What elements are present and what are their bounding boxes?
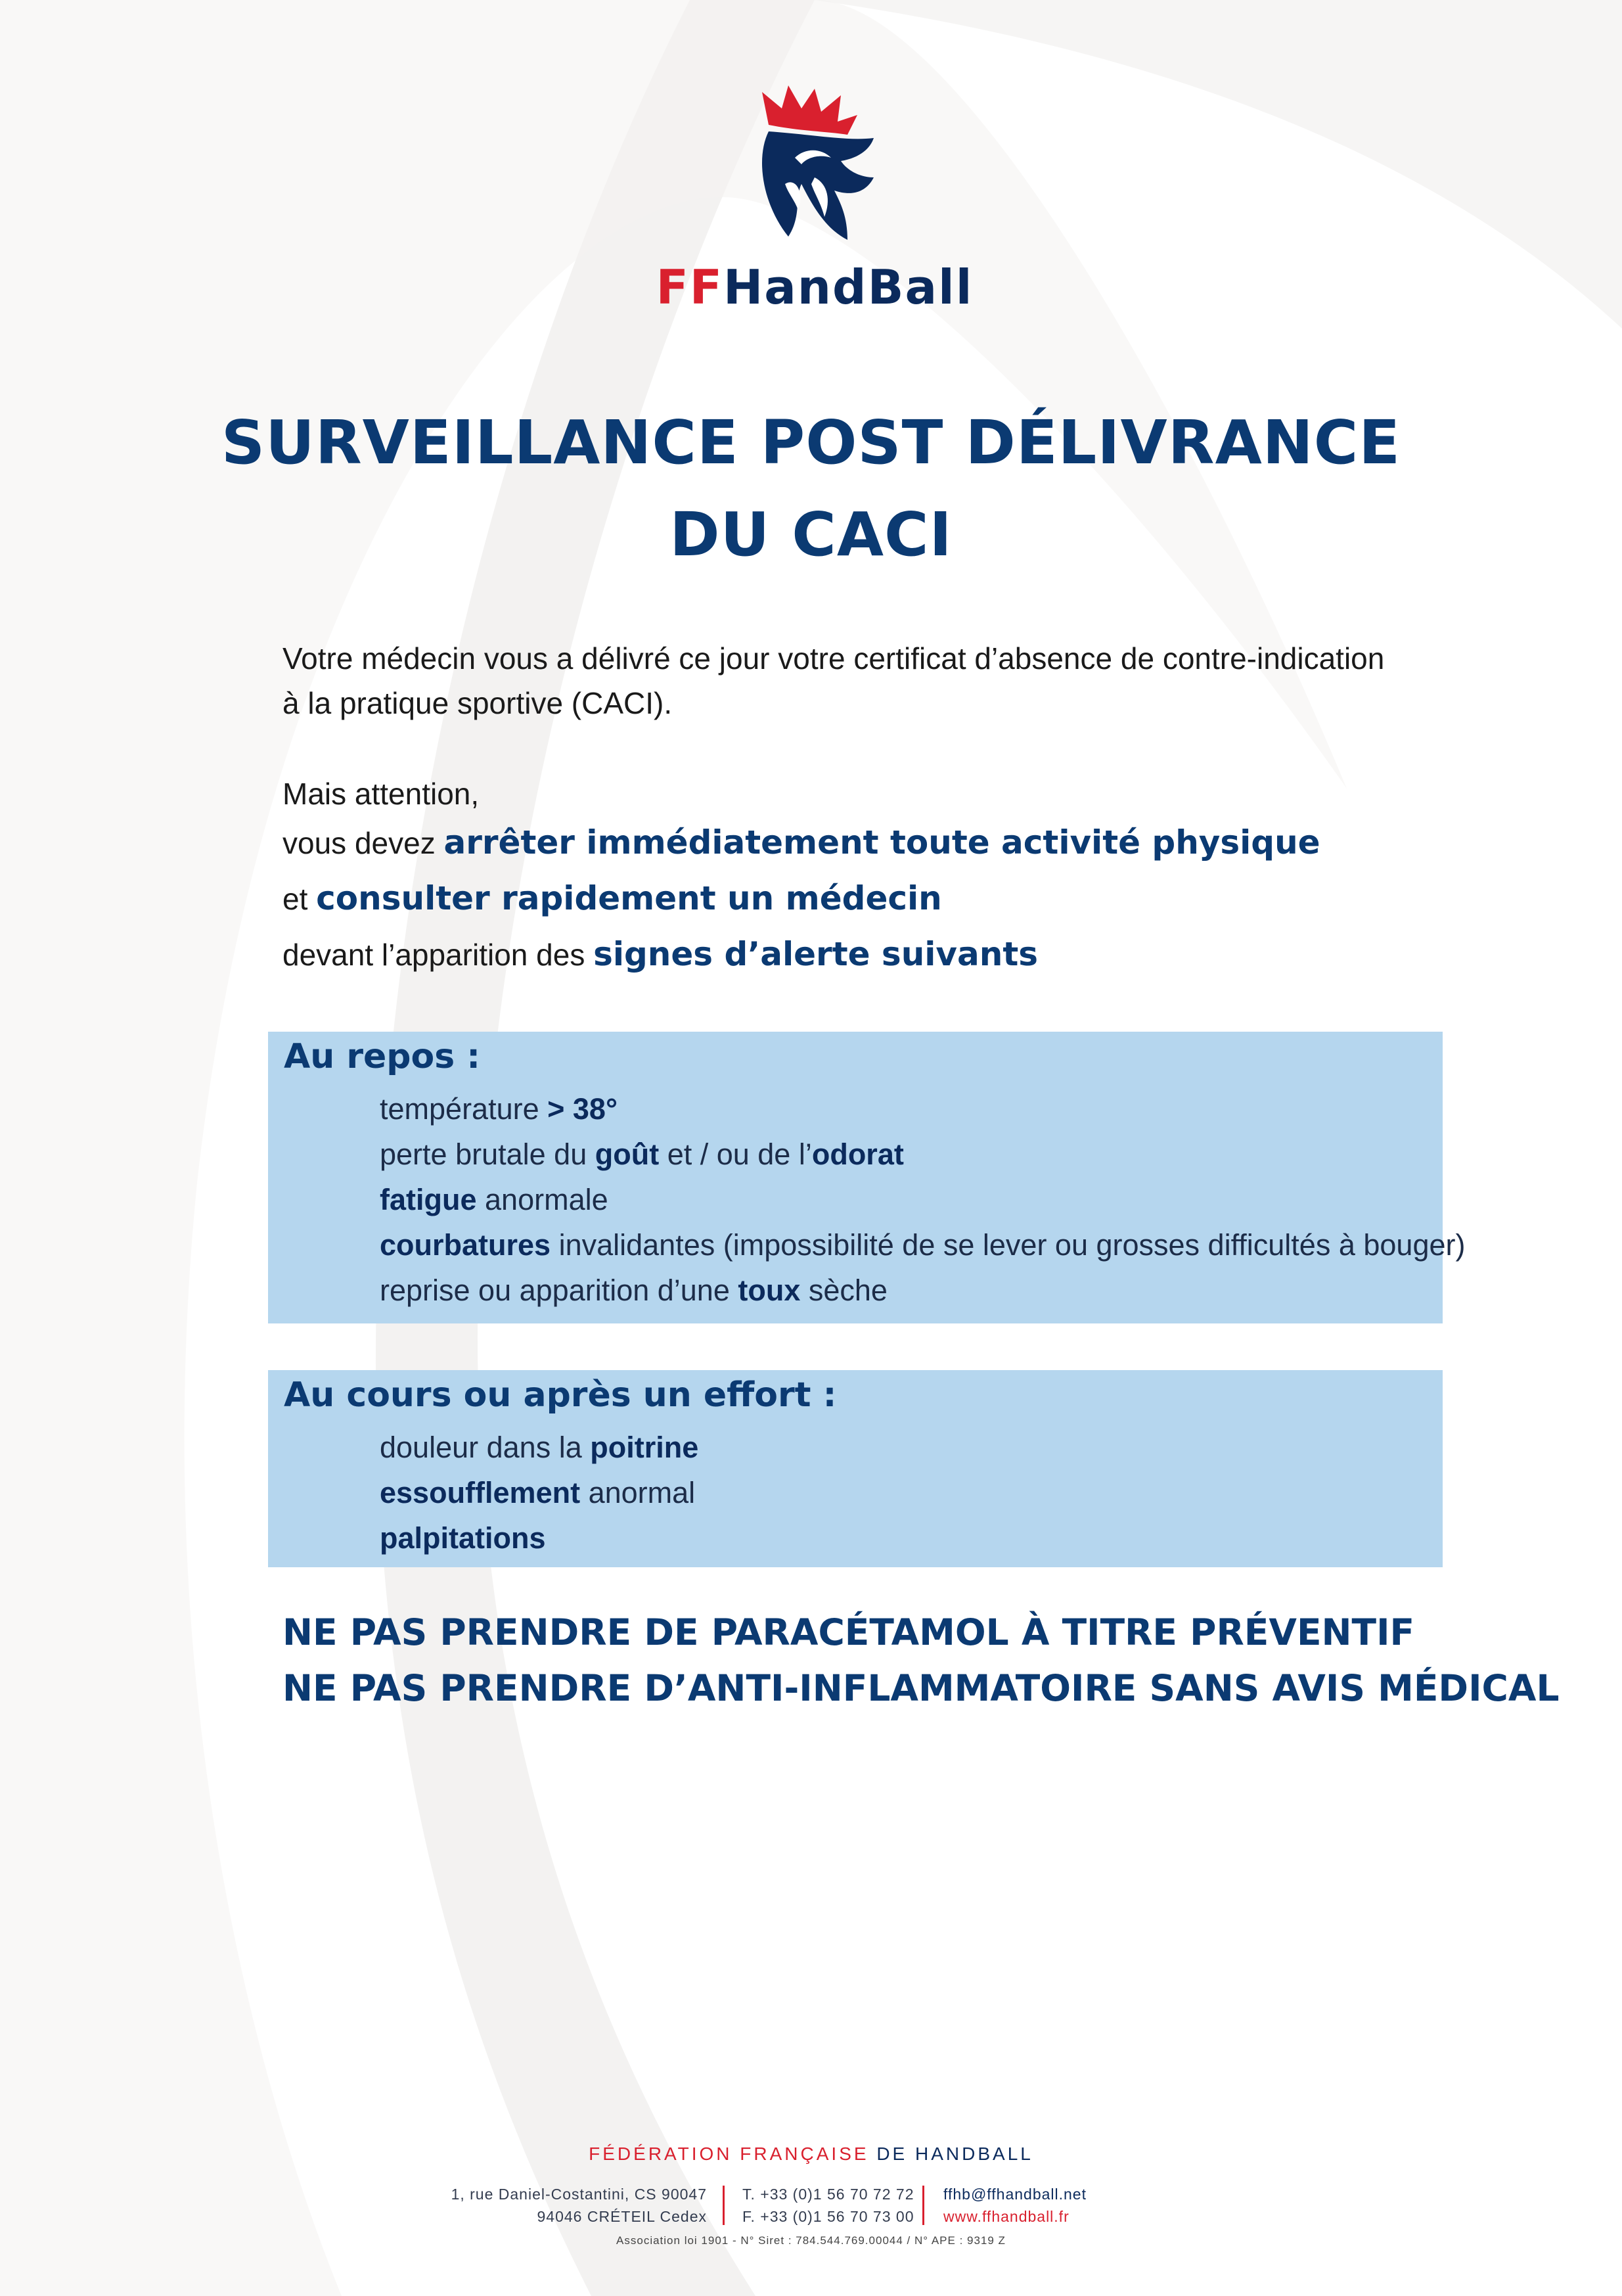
footer-legal: Association loi 1901 - N° Siret : 784.544.769.00044 / N° APE : 9319 Z (616, 2234, 1006, 2247)
attention-line3: et consulter rapidement un médecin (282, 879, 942, 917)
ffhandball-logo (631, 85, 999, 322)
attention-line1: Mais attention, (282, 777, 480, 811)
list-item: courbatures invalidantes (impossibilité de se lever ou grosses difficultés à bouger) (380, 1228, 1466, 1262)
attention-line4: devant l’apparition des signes d’alerte suivants (282, 935, 1039, 973)
logo-wordmark: FFHandBall (656, 260, 974, 315)
footer-website[interactable]: www.ffhandball.fr (943, 2208, 1070, 2225)
attention-line2: vous devez arrêter immédiatement toute activité physique (282, 823, 1320, 861)
footer-contact (943, 2183, 1154, 2228)
page-title-line1: SURVEILLANCE POST DÉLIVRANCE (221, 407, 1401, 478)
list-item: douleur dans la poitrine (380, 1431, 699, 1464)
footer-separator (723, 2186, 725, 2225)
footer-separator (922, 2186, 924, 2225)
warning-anti-inflammatory: NE PAS PRENDRE D’ANTI-INFLAMMATOIRE SANS AVIS MÉDICAL (282, 1667, 1560, 1709)
intro-line2: à la pratique sportive (CACI). (282, 686, 673, 720)
rooster-icon (749, 85, 880, 250)
rest-heading: Au repos : (284, 1037, 481, 1076)
list-item: fatigue anormale (380, 1183, 608, 1216)
list-item: palpitations (380, 1521, 546, 1555)
list-item: perte brutale du goût et / ou de l’odorat (380, 1137, 904, 1171)
list-item: reprise ou apparition d’une toux sèche (380, 1274, 888, 1307)
list-item: essoufflement anormal (380, 1476, 696, 1509)
effort-symptoms-box (268, 1370, 1443, 1567)
rest-symptoms-box (268, 1032, 1466, 1323)
footer-phones: T. +33 (0)1 56 70 72 72 F. +33 (0)1 56 70 73 00 (742, 2186, 914, 2225)
footer-organization: FÉDÉRATION FRANÇAISE DE HANDBALL (589, 2144, 1033, 2164)
warning-paracetamol: NE PAS PRENDRE DE PARACÉTAMOL À TITRE PRÉVENTIF (282, 1611, 1415, 1653)
footer-address: 1, rue Daniel-Costantini, CS 90047 94046 CRÉTEIL Cedex (451, 2186, 707, 2225)
intro-line1: Votre médecin vous a délivré ce jour votre certificat d’absence de contre-indication (282, 641, 1385, 676)
footer-email[interactable]: ffhb@ffhandball.net (943, 2186, 1087, 2203)
effort-heading: Au cours ou après un effort : (284, 1375, 837, 1415)
page-title-line2: DU CACI (669, 499, 953, 570)
list-item: température > 38° (380, 1092, 618, 1126)
